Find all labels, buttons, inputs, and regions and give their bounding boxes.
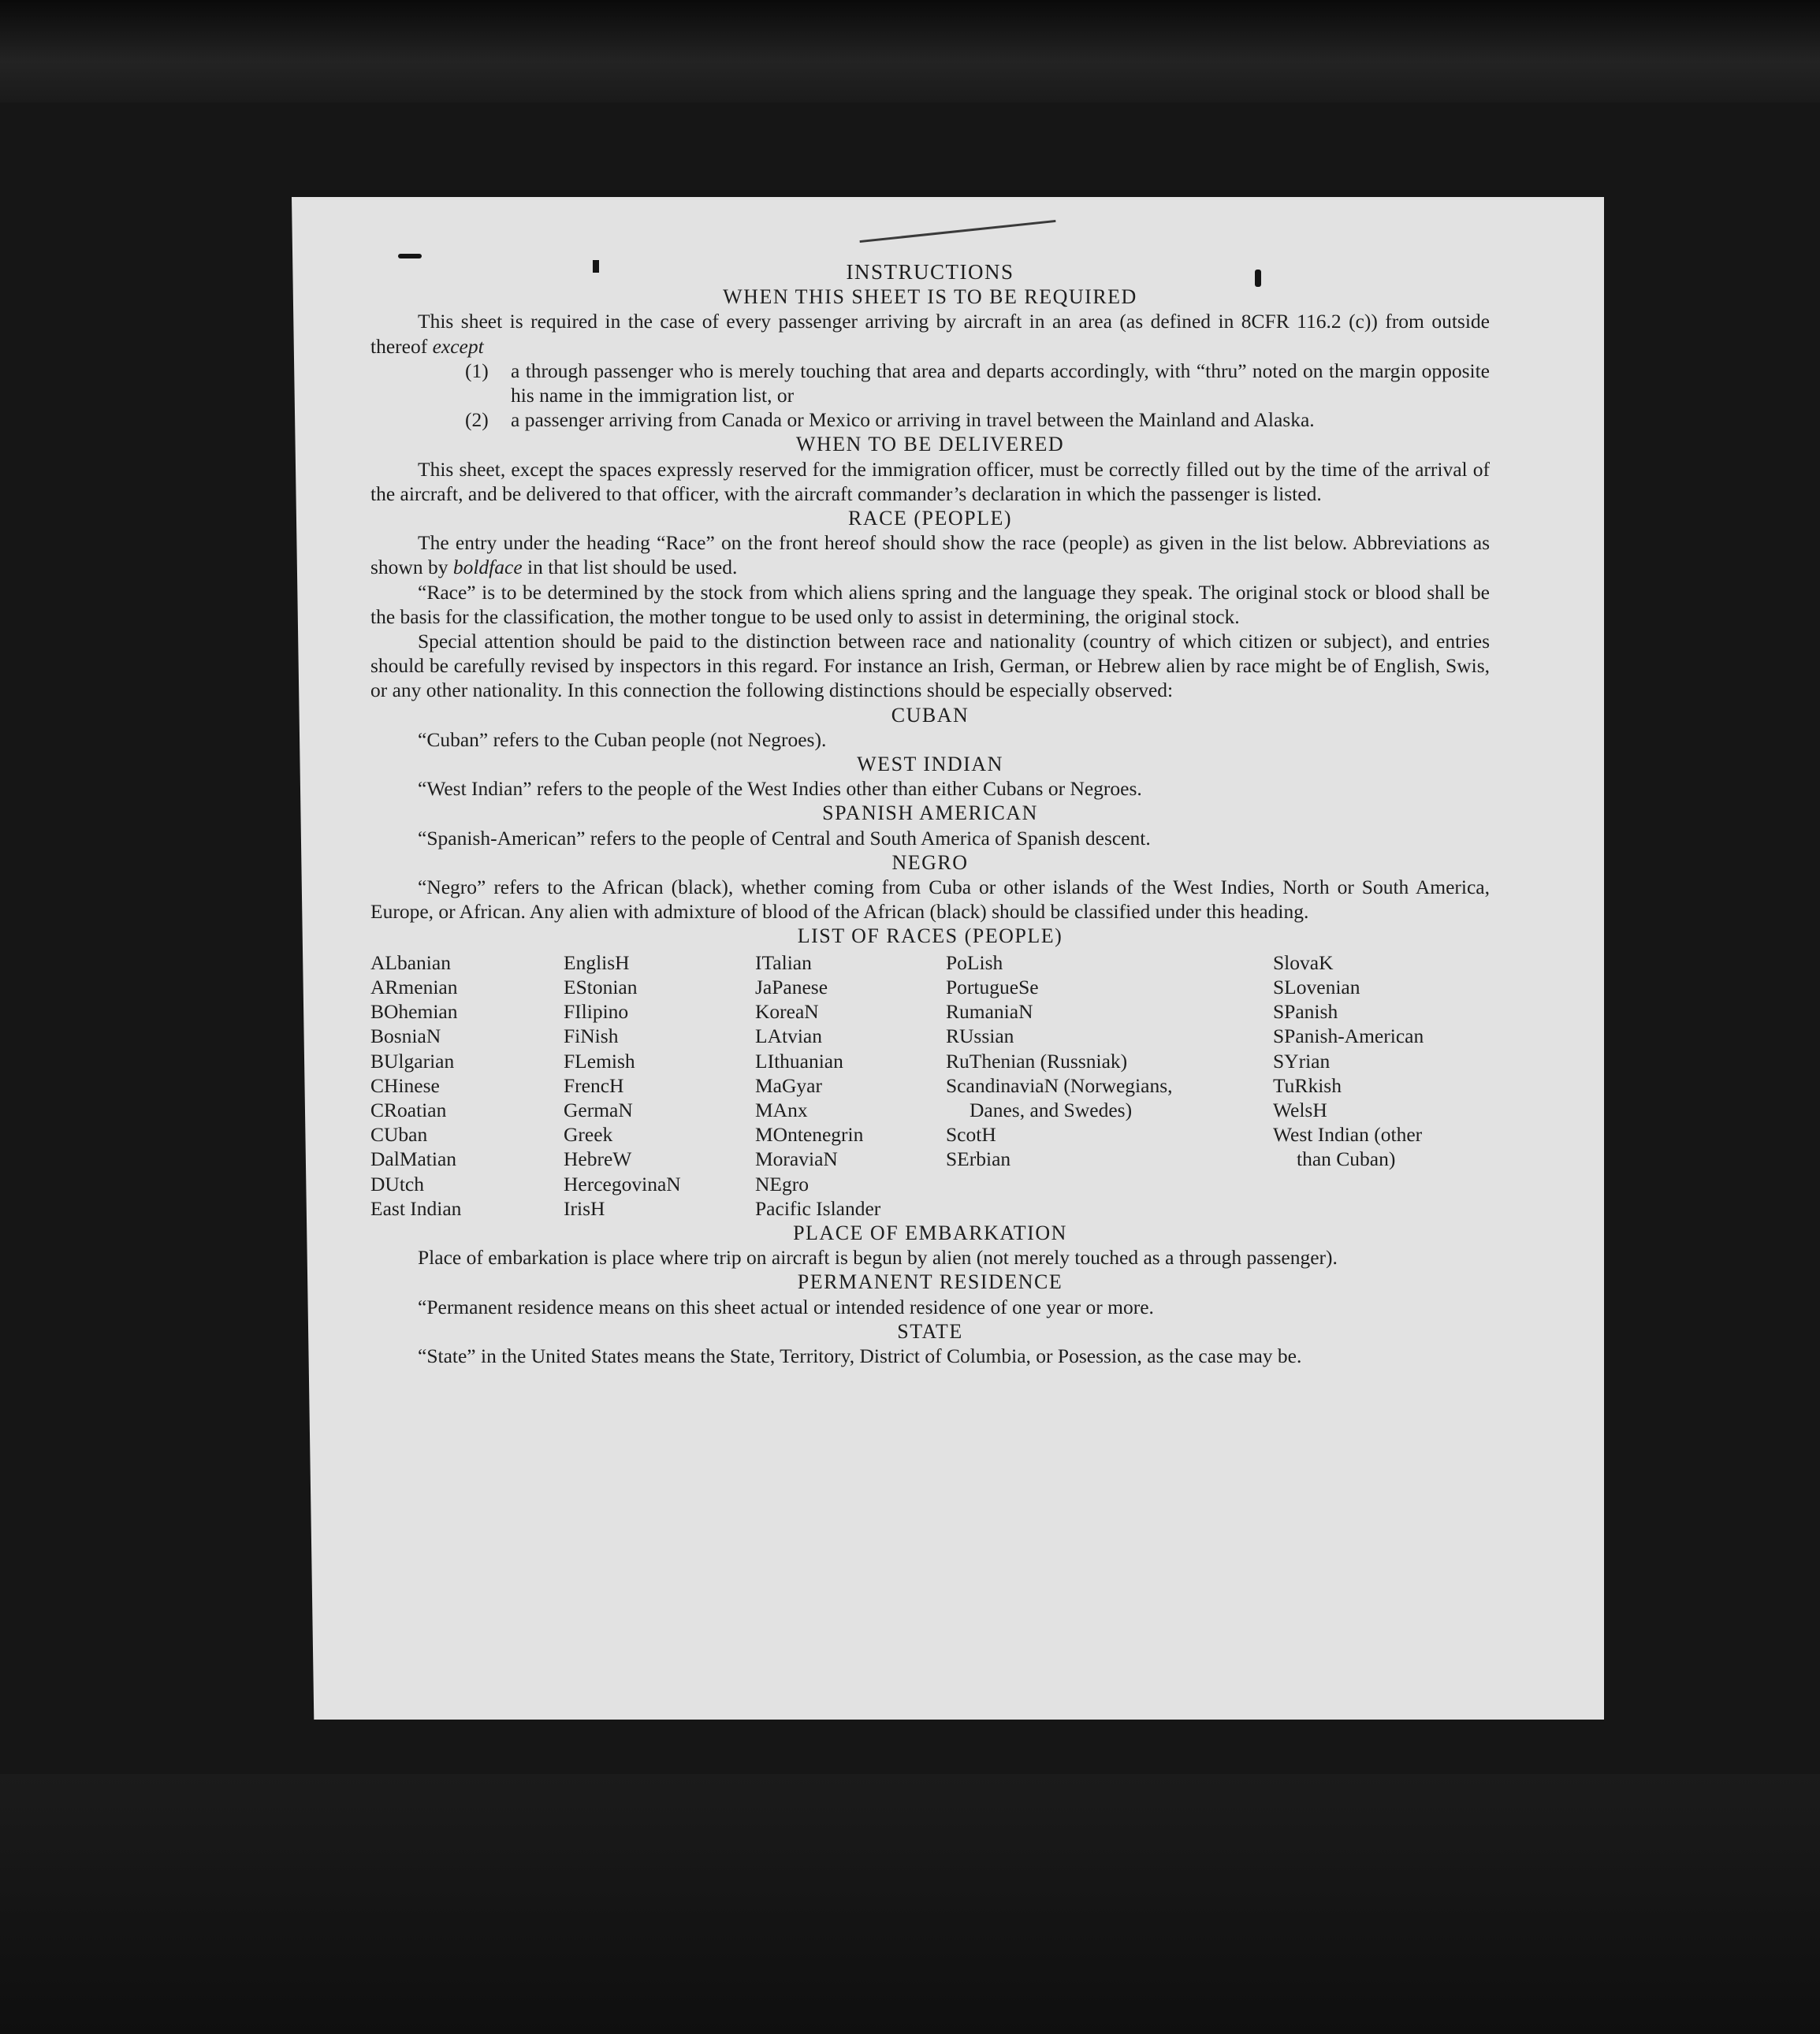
race-entry: RUssian bbox=[946, 1024, 1014, 1048]
spanish-american-heading: SPANISH AMERICAN bbox=[822, 801, 1038, 825]
race-entry: West Indian (other bbox=[1273, 1123, 1423, 1147]
race-entry: Pacific Islander bbox=[755, 1196, 881, 1220]
race-heading: RACE (PEOPLE) bbox=[848, 507, 1012, 530]
instructions-title: INSTRUCTIONS bbox=[846, 260, 1014, 284]
race-entry: NEgro bbox=[755, 1172, 809, 1195]
when-delivered-heading: WHEN TO BE DELIVERED bbox=[795, 433, 1065, 456]
exception-number: (1) bbox=[465, 359, 489, 382]
race-entry: ARmenian bbox=[370, 975, 458, 998]
when-delivered-section bbox=[370, 432, 1490, 506]
race-entry: ScandinaviaN (Norwegians, bbox=[946, 1073, 1173, 1097]
race-entry: Greek bbox=[564, 1123, 613, 1147]
race-entry: ITalian bbox=[755, 950, 812, 974]
race-entry: SLovenian bbox=[1273, 975, 1360, 998]
race-entry: LAtvian bbox=[755, 1024, 822, 1048]
negro-text: “Negro” refers to the African (black), whether coming from Cuba or other islands of the West Indies, North or South America, Europe, or African. Any alien with admixture of blood of the African (black) should be classified under this heading. bbox=[370, 876, 1490, 924]
race-column-3 bbox=[755, 950, 946, 1221]
race-entry: SPanish bbox=[1273, 1000, 1338, 1024]
race-entry: TuRkish bbox=[1273, 1073, 1342, 1097]
place-of-embarkation-text: Place of embarkation is place where trip on aircraft is begun by alien (not merely touched as a through passenger). bbox=[418, 1246, 1338, 1270]
permanent-residence-heading: PERMANENT RESIDENCE bbox=[797, 1270, 1063, 1294]
when-required-heading: WHEN THIS SHEET IS TO BE REQUIRED bbox=[723, 285, 1137, 309]
place-of-embarkation-section bbox=[370, 1221, 1490, 1270]
race-entry: PoLish bbox=[946, 950, 1003, 974]
state-heading: STATE bbox=[897, 1319, 963, 1343]
permanent-residence-text: “Permanent residence means on this sheet actual or intended residence of one year or more. bbox=[418, 1295, 1154, 1318]
race-paragraph-2: “Race” is to be determined by the stock from which aliens spring and the language they speak. The original stock or blood shall be the basis for the classification, the mother tongue to be used only to assist in determining, the original stock. bbox=[370, 580, 1490, 628]
spanish-american-text: “Spanish-American” refers to the people of Central and South America of Spanish descent. bbox=[418, 826, 1151, 850]
race-entry: BUlgarian bbox=[370, 1049, 455, 1073]
race-entry: DalMatian bbox=[370, 1147, 457, 1171]
when-required-intro bbox=[370, 309, 1490, 358]
race-entry: HebreW bbox=[564, 1147, 632, 1171]
exception-text: a through passenger who is merely touching that area and departs accordingly, with “thru” noted on the margin opposite his name in the immigration list, or bbox=[511, 359, 1490, 407]
race-entry: EStonian bbox=[564, 975, 638, 998]
spanish-american-section bbox=[370, 801, 1490, 850]
cuban-section bbox=[370, 703, 1490, 752]
race-section bbox=[370, 506, 1490, 703]
film-border-bottom bbox=[0, 1774, 1820, 2034]
negro-section bbox=[370, 850, 1490, 924]
race-entry: ALbanian bbox=[370, 950, 451, 974]
race-entry: SErbian bbox=[946, 1147, 1011, 1171]
race-entry: MaGyar bbox=[755, 1073, 822, 1097]
race-entry: MAnx bbox=[755, 1098, 808, 1121]
place-of-embarkation-heading: PLACE OF EMBARKATION bbox=[793, 1221, 1067, 1244]
west-indian-text: “West Indian” refers to the people of the West Indies other than either Cubans or Negroes. bbox=[418, 777, 1142, 801]
list-of-races-section bbox=[370, 924, 1490, 1220]
race-list-table bbox=[370, 950, 1490, 1221]
race-paragraph-3: Special attention should be paid to the distinction between race and nationality (country of which citizen or subject), and entries should be carefully revised by inspectors in this regard. For instance an Irish, German, or Hebrew alien by race might be of English, Swis, or any other nationality. In this connection the following distinctions should be especially observed: bbox=[370, 630, 1490, 702]
race-entry: ScotH bbox=[946, 1123, 996, 1147]
when-required-section bbox=[370, 284, 1490, 432]
exception-number: (2) bbox=[465, 408, 489, 432]
race-entry: FIlipino bbox=[564, 1000, 629, 1024]
race-column-1 bbox=[370, 950, 564, 1221]
race-entry: FrencH bbox=[564, 1073, 624, 1097]
race-entry: MOntenegrin bbox=[755, 1123, 864, 1147]
race-entry: BOhemian bbox=[370, 1000, 458, 1024]
race-entry: Danes, and Swedes) bbox=[970, 1098, 1133, 1121]
race-entry: RumaniaN bbox=[946, 1000, 1033, 1024]
race-column-2 bbox=[564, 950, 755, 1221]
race-entry: CUban bbox=[370, 1123, 428, 1147]
race-entry: MoraviaN bbox=[755, 1147, 838, 1171]
ink-speck bbox=[398, 254, 422, 258]
film-border-top bbox=[0, 0, 1820, 102]
when-required-intro-emphasis: except bbox=[432, 334, 484, 358]
race-entry: CHinese bbox=[370, 1073, 440, 1097]
negro-heading: NEGRO bbox=[891, 850, 969, 874]
race-entry: KoreaN bbox=[755, 1000, 819, 1024]
exception-text: a passenger arriving from Canada or Mexico or arriving in travel between the Mainland and Alaska. bbox=[511, 408, 1315, 432]
race-entry: SPanish-American bbox=[1273, 1024, 1424, 1048]
race-entry: GermaN bbox=[564, 1098, 633, 1121]
race-p1-before: The entry under the heading “Race” on the front hereof should show the race (people) as given in the list below. Abbreviations as shown by bbox=[370, 531, 1490, 579]
west-indian-section bbox=[370, 752, 1490, 801]
race-entry: SlovaK bbox=[1273, 950, 1334, 974]
race-p1-emphasis: boldface bbox=[452, 556, 523, 579]
state-section bbox=[370, 1319, 1490, 1368]
race-entry: East Indian bbox=[370, 1196, 462, 1220]
race-paragraph-1 bbox=[370, 530, 1490, 579]
race-entry: FLemish bbox=[564, 1049, 635, 1073]
race-entry: FiNish bbox=[564, 1024, 619, 1048]
when-required-intro-text: This sheet is required in the case of every passenger arriving by aircraft in an area (as defined in 8CFR 116.2 (c)) from outside thereof bbox=[370, 310, 1490, 358]
race-p1-after: in that list should be used. bbox=[522, 556, 738, 579]
race-entry: IrisH bbox=[564, 1196, 605, 1220]
race-entry: HercegovinaN bbox=[564, 1172, 681, 1195]
west-indian-heading: WEST INDIAN bbox=[857, 753, 1003, 776]
when-delivered-text: This sheet, except the spaces expressly reserved for the immigration officer, must be correctly filled out by the time of the arrival of the aircraft, and be delivered to that officer, with the aircraft commander’s declaration in which the passenger is listed. bbox=[370, 457, 1490, 505]
race-entry: BosniaN bbox=[370, 1024, 441, 1048]
exception-item bbox=[465, 407, 1490, 432]
race-entry: than Cuban) bbox=[1297, 1147, 1396, 1171]
exception-item bbox=[465, 359, 1490, 407]
race-entry: LIthuanian bbox=[755, 1049, 843, 1073]
race-column-5 bbox=[1273, 950, 1486, 1221]
race-entry: CRoatian bbox=[370, 1098, 447, 1121]
permanent-residence-section bbox=[370, 1270, 1490, 1318]
instructions-document bbox=[370, 260, 1490, 1368]
race-entry: RuThenian (Russniak) bbox=[946, 1049, 1128, 1073]
state-text: “State” in the United States means the State, Territory, District of Columbia, or Posession, as the case may be. bbox=[418, 1344, 1302, 1367]
race-entry: DUtch bbox=[370, 1172, 424, 1195]
race-entry: WelsH bbox=[1273, 1098, 1327, 1121]
race-column-4 bbox=[946, 950, 1273, 1221]
cuban-text: “Cuban” refers to the Cuban people (not Negroes). bbox=[418, 727, 827, 751]
list-of-races-heading: LIST OF RACES (PEOPLE) bbox=[797, 924, 1063, 948]
cuban-heading: CUBAN bbox=[891, 703, 970, 727]
race-entry: JaPanese bbox=[755, 975, 828, 998]
race-entry: PortugueSe bbox=[946, 975, 1039, 998]
race-entry: SYrian bbox=[1273, 1049, 1331, 1073]
race-entry: EnglisH bbox=[564, 950, 630, 974]
